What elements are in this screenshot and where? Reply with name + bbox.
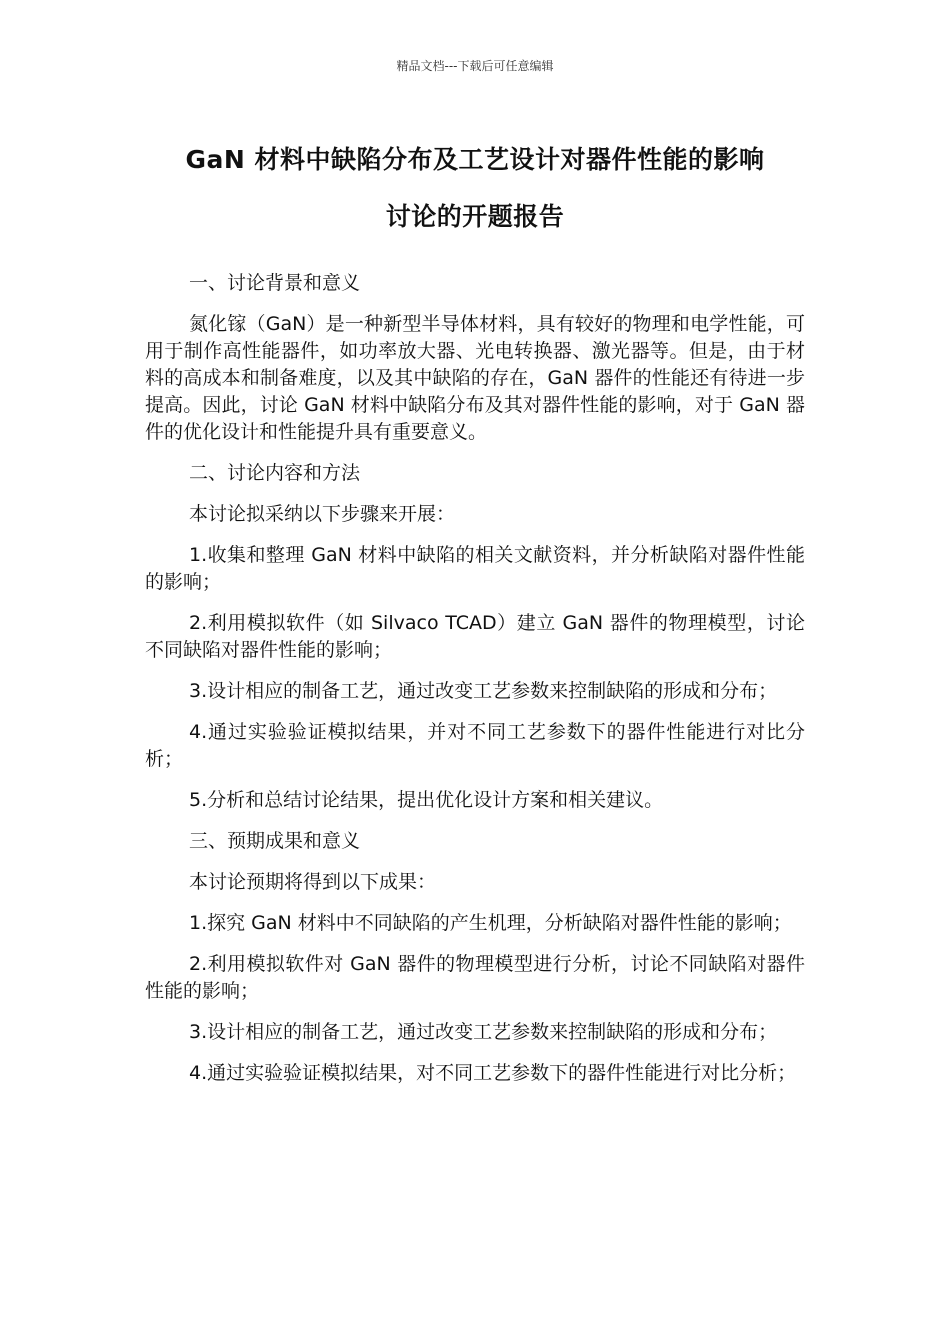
section-heading-content-methods: 二、讨论内容和方法 [189,462,361,484]
document-title-line-1: GaN 材料中缺陷分布及工艺设计对器件性能的影响 [185,145,765,174]
step-item-3: 3.设计相应的制备工艺，通过改变工艺参数来控制缺陷的形成和分布； [189,680,778,702]
result-item-3: 3.设计相应的制备工艺，通过改变工艺参数来控制缺陷的形成和分布； [189,1021,778,1043]
step-item-4: 4.通过实验验证模拟结果，并对不同工艺参数下的器件性能进行对比分析； [145,721,805,770]
result-item-2: 2.利用模拟软件对 GaN 器件的物理模型进行分析，讨论不同缺陷对器件性能的影响； [145,953,805,1002]
step-item-2: 2.利用模拟软件（如 Silvaco TCAD）建立 GaN 器件的物理模型，讨论不同缺陷对器件性能的影响； [145,612,805,661]
paragraph-background: 氮化镓（GaN）是一种新型半导体材料，具有较好的物理和电学性能，可用于制作高性能器件，如功率放大器、光电转换器、激光器等。但是，由于材料的高成本和制备难度，以及其中缺陷的存在，GaN 器件的性能还有待进一步提高。因此，讨论 GaN 材料中缺陷分布及其对器件性能的影响，对于 GaN 器件的优化设计和性能提升具有重要意义。 [145,313,805,443]
section-heading-expected-results: 三、预期成果和意义 [189,830,361,852]
step-item-5: 5.分析和总结讨论结果，提出优化设计方案和相关建议。 [189,789,664,811]
document-body [145,270,805,1101]
paragraph-steps-intro: 本讨论拟采纳以下步骤来开展： [189,503,456,525]
result-item-4: 4.通过实验验证模拟结果，对不同工艺参数下的器件性能进行对比分析； [189,1062,797,1084]
paragraph-results-intro: 本讨论预期将得到以下成果： [189,871,437,893]
result-item-1: 1.探究 GaN 材料中不同缺陷的产生机理，分析缺陷对器件性能的影响； [189,912,792,934]
header-note: 精品文档---下载后可任意编辑 [396,59,554,73]
step-item-1: 1.收集和整理 GaN 材料中缺陷的相关文献资料，并分析缺陷对器件性能的影响； [145,544,805,593]
document-title-line-2: 讨论的开题报告 [385,202,565,231]
section-heading-background: 一、讨论背景和意义 [189,272,361,294]
